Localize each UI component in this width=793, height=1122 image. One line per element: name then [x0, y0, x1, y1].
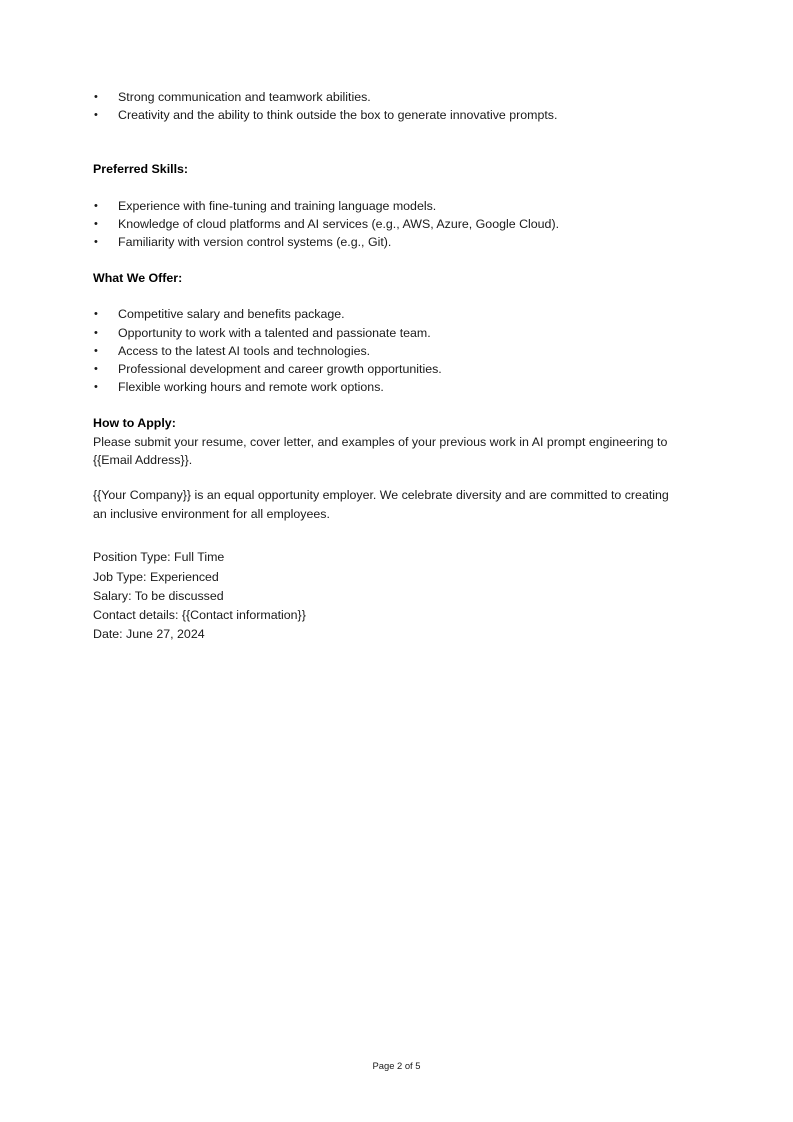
bullet-icon: •: [94, 236, 98, 249]
list-item: [93, 360, 673, 378]
bullet-icon: •: [94, 109, 98, 122]
list-item-label: Access to the latest AI tools and technologies.: [118, 343, 371, 358]
preferred-skills-heading: Preferred Skills:: [93, 162, 189, 177]
list-item-label: Opportunity to work with a talented and passionate team.: [118, 325, 431, 340]
what-we-offer-list: [93, 305, 673, 396]
equal-opportunity-statement: {{Your Company}} is an equal opportunity employer. We celebrate diversity and are committed to creating an inclusive environment for all employees.: [93, 488, 669, 521]
salary-line: Salary: To be discussed: [93, 588, 224, 603]
what-we-offer-heading: What We Offer:: [93, 271, 183, 286]
document-body: [93, 88, 673, 645]
list-item: [93, 197, 673, 215]
list-item-label: Experience with fine-tuning and training language models.: [118, 198, 437, 213]
bullet-icon: •: [94, 344, 98, 357]
how-to-apply-heading: How to Apply:: [93, 416, 176, 431]
list-item-label: Creativity and the ability to think outside the box to generate innovative prompts.: [118, 108, 558, 123]
bullet-icon: •: [94, 91, 98, 103]
top-skills-list: [93, 88, 673, 124]
spacer: [93, 469, 673, 486]
contact-details-line: Contact details: {{Contact information}}: [93, 608, 306, 623]
how-to-apply-body: Please submit your resume, cover letter, and examples of your previous work in AI prompt engineering to {{Email Address}}.: [93, 434, 668, 468]
date-line: Date: June 27, 2024: [93, 627, 205, 642]
job-meta-block: [93, 548, 673, 644]
bullet-icon: •: [94, 326, 98, 339]
list-item-label: Flexible working hours and remote work options.: [118, 380, 384, 395]
list-item: [93, 324, 673, 342]
list-item: [93, 342, 673, 360]
bullet-icon: •: [94, 308, 98, 321]
list-item: [93, 233, 673, 251]
job-type-line: Job Type: Experienced: [93, 569, 219, 584]
list-item-label: Professional development and career growth opportunities.: [118, 362, 442, 377]
list-item-label: Strong communication and teamwork abilities.: [118, 90, 371, 104]
page-footer: Page 2 of 5: [372, 1060, 421, 1071]
list-item: [93, 378, 673, 396]
spacer: [93, 396, 673, 414]
spacer: [93, 251, 673, 269]
bullet-icon: •: [94, 381, 98, 394]
list-item: [93, 305, 673, 323]
list-item-label: Competitive salary and benefits package.: [118, 307, 345, 322]
list-item-label: Knowledge of cloud platforms and AI services (e.g., AWS, Azure, Google Cloud).: [118, 216, 560, 231]
list-item: [93, 106, 673, 124]
position-type-line: Position Type: Full Time: [93, 550, 225, 565]
bullet-icon: •: [94, 363, 98, 376]
spacer: [93, 179, 673, 197]
spacer: [93, 287, 673, 305]
preferred-skills-list: [93, 197, 673, 252]
bullet-icon: •: [94, 217, 98, 230]
bullet-icon: •: [94, 199, 98, 212]
list-item-label: Familiarity with version control systems (e.g., Git).: [118, 235, 392, 250]
list-item: [93, 215, 673, 233]
spacer: [93, 523, 673, 548]
spacer: [93, 124, 673, 160]
list-item: [93, 88, 673, 106]
